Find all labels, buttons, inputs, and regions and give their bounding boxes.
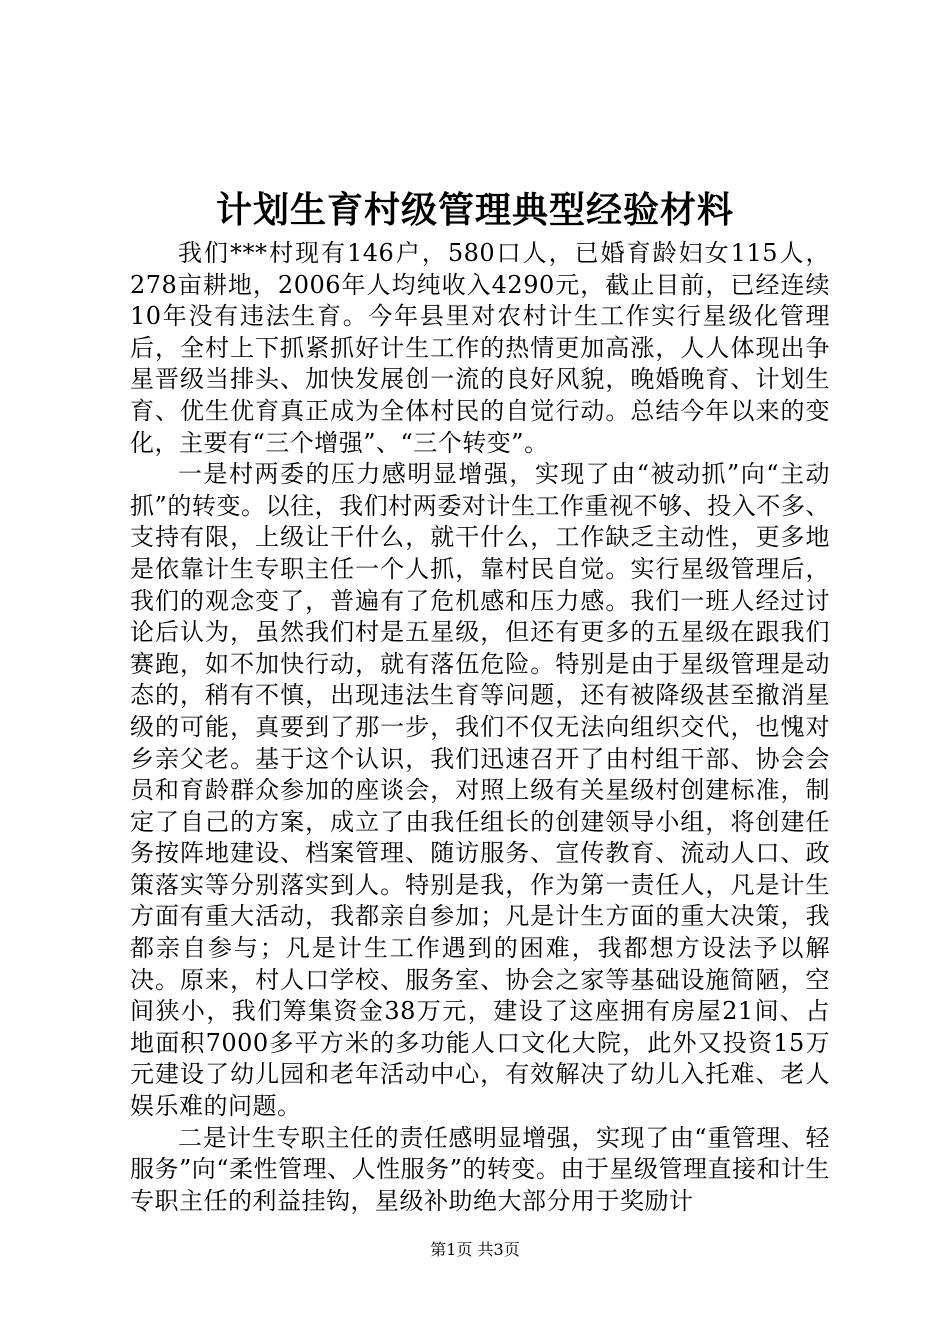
document-title: 计划生育村级管理典型经验材料: [215, 189, 734, 231]
document-body: [130, 238, 830, 1217]
page-footer: 第1页 共3页: [430, 1240, 520, 1259]
paragraph-one: 一是村两委的压力感明显增强，实现了由“被动抓”向“主动抓”的转变。以往，我们村两委对计生工作重视不够、投入不多、支持有限，上级让干什么，就干什么，工作缺乏主动性，更多地是依靠计生专职主任一个人抓，靠村民自觉。实行星级管理后，我们的观念变了，普遍有了危机感和压力感。我们一班人经过讨论后认为，虽然我们村是五星级，但还有更多的五星级在跟我们赛跑，如不加快行动，就有落伍危险。特别是由于星级管理是动态的，稍有不慎，出现违法生育等问题，还有被降级甚至撤消星级的可能，真要到了那一步，我们不仅无法向组织交代，也愧对乡亲父老。基于这个认识，我们迅速召开了由村组干部、协会会员和育龄群众参加的座谈会，对照上级有关星级村创建标准，制定了自己的方案，成立了由我任组长的创建领导小组，将创建任务按阵地建设、档案管理、随访服务、宣传教育、流动人口、政策落实等分别落实到人。特别是我，作为第一责任人，凡是计生方面有重大活动，我都亲自参加；凡是计生方面的重大决策，我都亲自参与；凡是计生工作遇到的困难，我都想方设法予以解决。原来，村人口学校、服务室、协会之家等基础设施简陋，空间狭小，我们筹集资金38万元，建设了这座拥有房屋21间、占地面积7000多平方米的多功能人口文化大院，此外又投资15万元建设了幼儿园和老年活动中心，有效解决了幼儿入托难、老人娱乐难的问题。: [130, 460, 830, 1121]
paragraph-intro: 我们***村现有146户，580口人，已婚育龄妇女115人，278亩耕地，2006年人均纯收入4290元，截止目前，已经连续10年没有违法生育。今年县里对农村计生工作实行星级化管理后，全村上下抓紧抓好计生工作的热情更加高涨，人人体现出争星晋级当排头、加快发展创一流的良好风貌，晚婚晚育、计划生育、优生优育真正成为全体村民的自觉行动。总结今年以来的变化，主要有“三个增强”、“三个转变”。: [130, 239, 830, 457]
paragraph-two: 二是计生专职主任的责任感明显增强，实现了由“重管理、轻服务”向“柔性管理、人性服务”的转变。由于星级管理直接和计生专职主任的利益挂钩，星级补助绝大部分用于奖励计: [130, 1123, 830, 1215]
